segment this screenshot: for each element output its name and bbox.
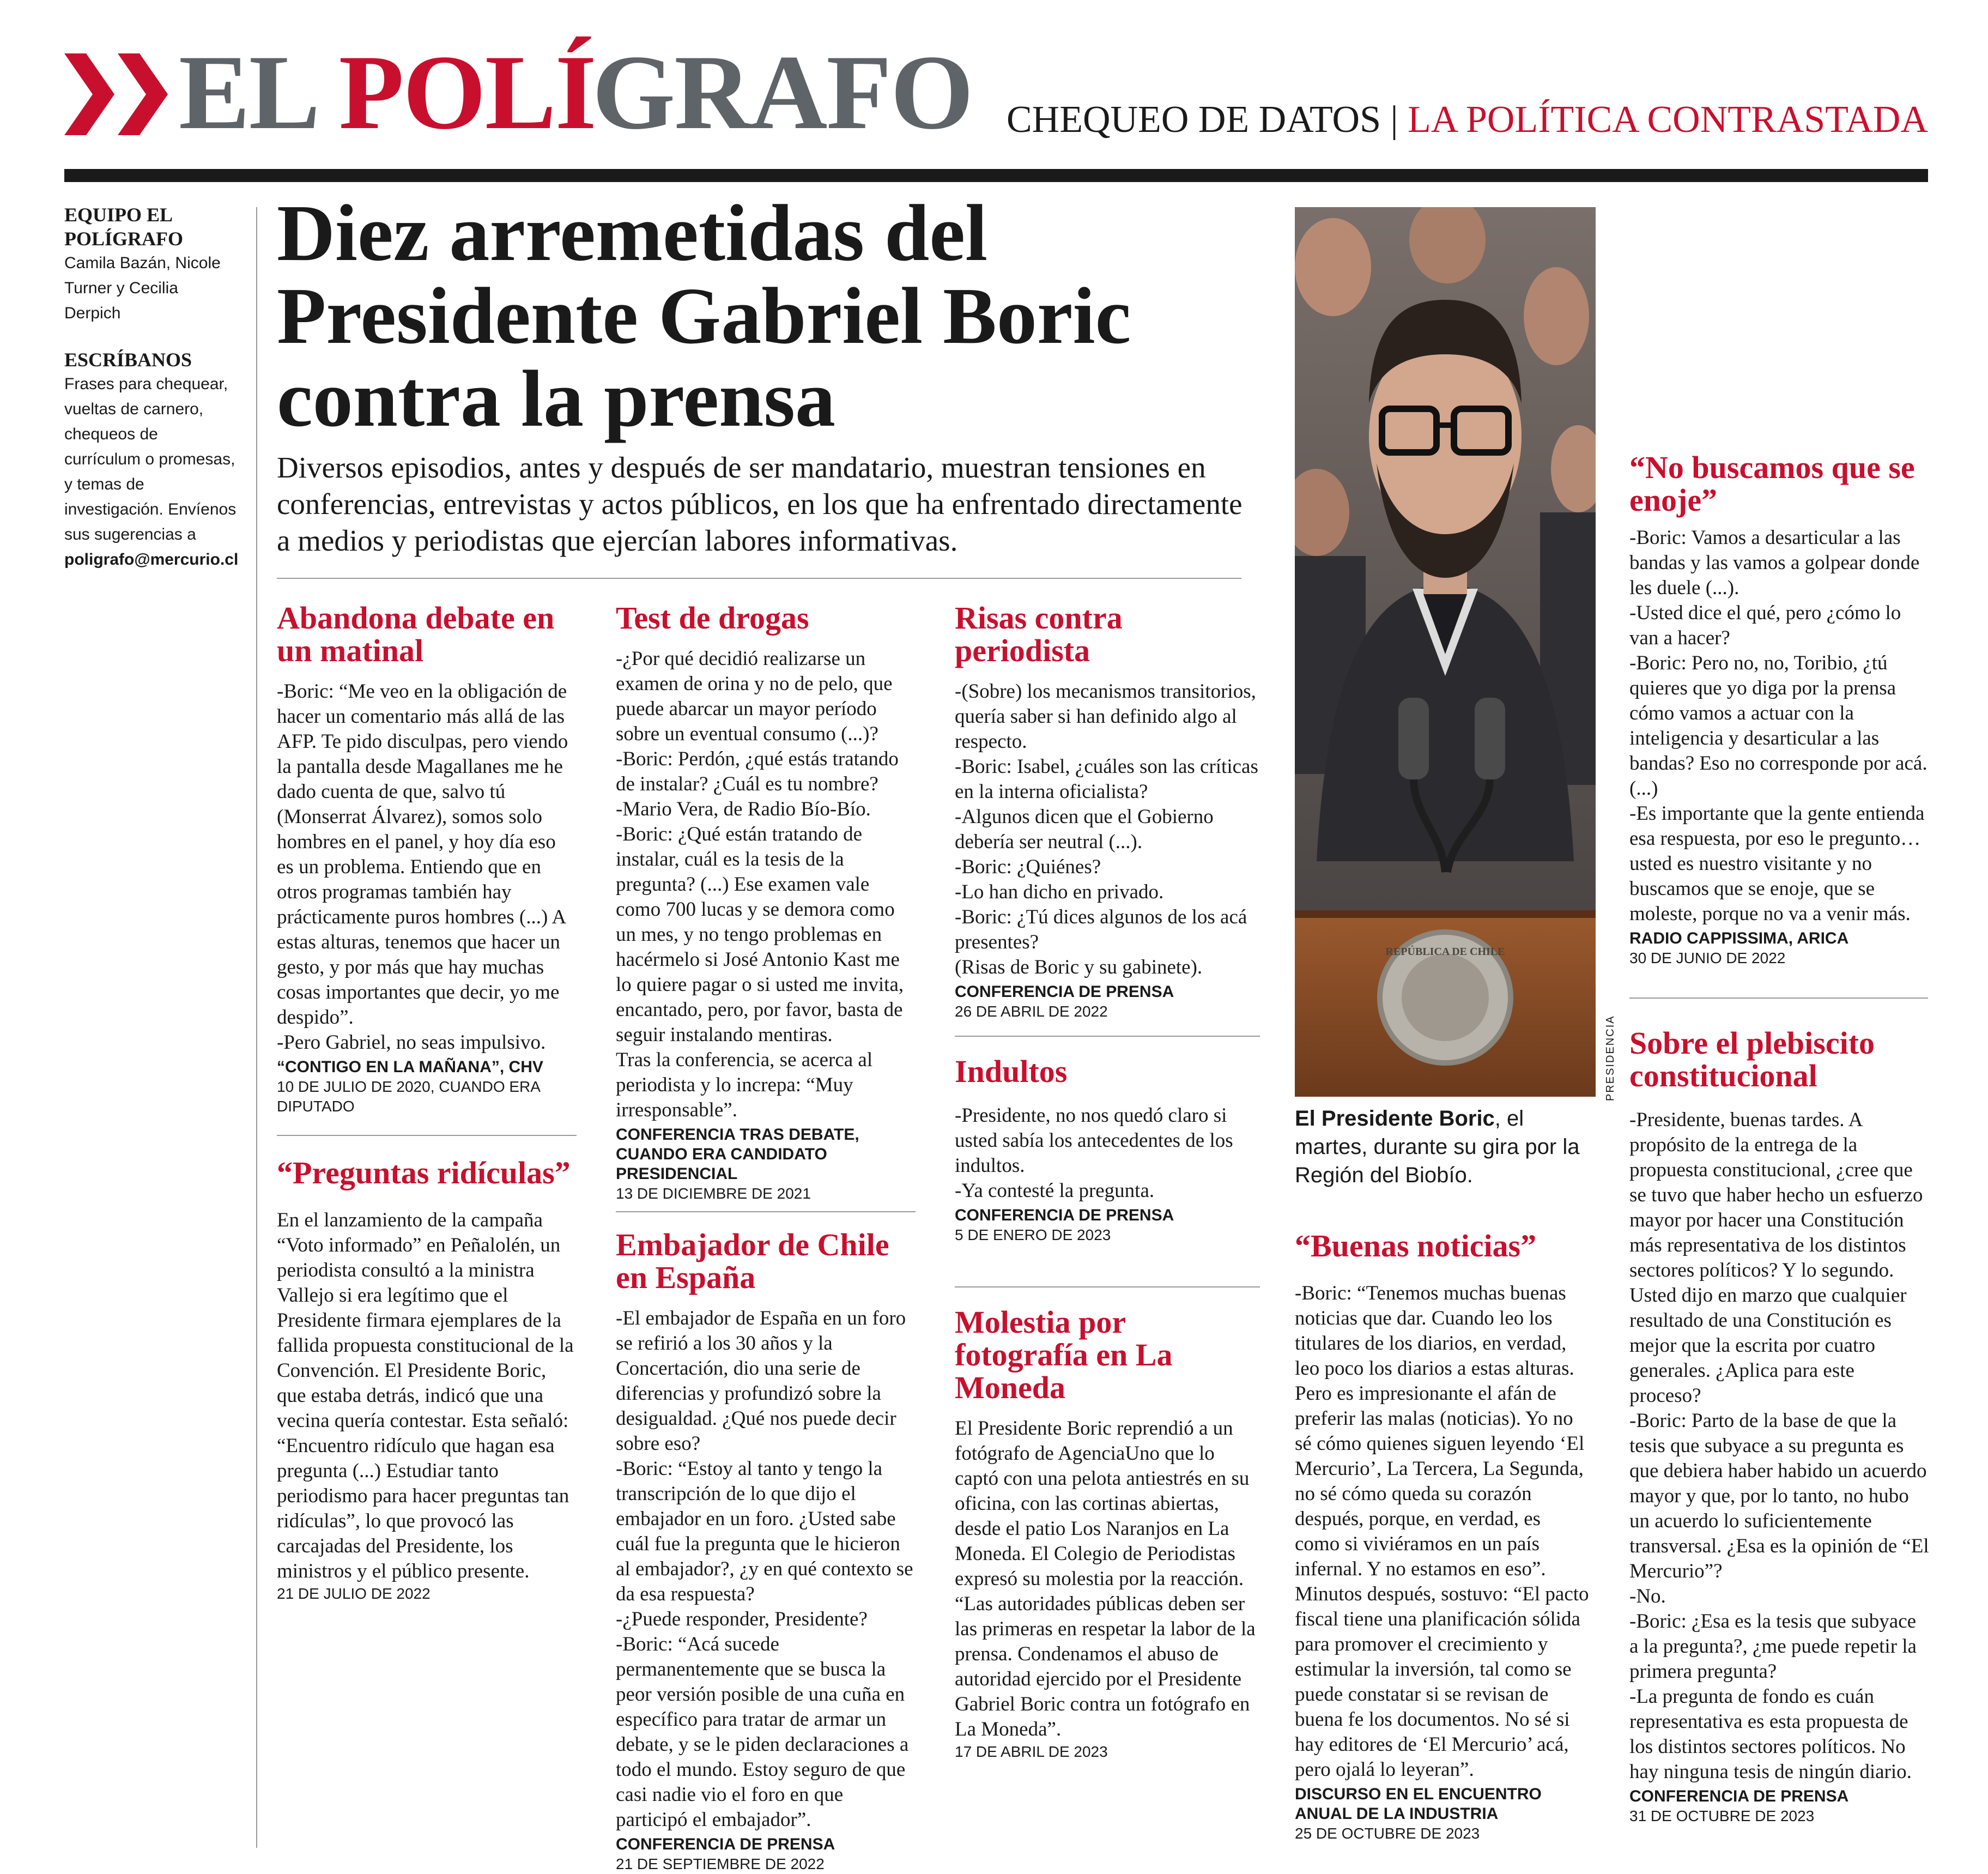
article-title: Molestia por fotografía en La Moneda — [955, 1304, 1173, 1405]
write-text: Frases para chequear, vueltas de carnero, chequeos de currículum o promesas, y temas de investigación. Envíenos sus sugerencias a — [64, 375, 237, 543]
article-indultos — [955, 1055, 1260, 1245]
article-body: -El embajador de España en un foro se refirió a los 30 años y la Concertación, dio una serie de diferencias y profundizó sobre la desigualdad. ¿Qué nos puede decir sobre eso? -Boric: “Estoy al tanto y tengo la transcripción de lo que dijo el embajador en un foro. ¿Usted sabe cuál fue la pregunta que le hicieron al embajador?, ¿y en qué contexto se da esa respuesta? -¿Puede responder, Presidente? -Boric: “Acá sucede permanentemente que se busca la peor versión posible de una cuña en específico para tratar de armar un debate, y se le piden declaraciones a todo el mundo. Estoy seguro de que casi nadie vio el foro en que participó el embajador”. — [616, 1307, 913, 1831]
photo-illustration — [1295, 207, 1596, 1097]
article-source: RADIO CAPPISSIMA, ARICA — [1629, 929, 1849, 947]
article-source: CONFERENCIA TRAS DEBATE, CUANDO ERA CANDIDATO PRESIDENCIAL — [616, 1126, 859, 1183]
article-date: 17 DE ABRIL DE 2023 — [955, 1743, 1108, 1760]
article-title: Abandona debate en un matinal — [277, 600, 555, 668]
article-title: Indultos — [955, 1054, 1068, 1089]
article-date: 13 DE DICIEMBRE DE 2021 — [616, 1185, 811, 1202]
team-title: EQUIPO EL POLÍGRAFO — [64, 204, 184, 250]
article-date: 30 DE JUNIO DE 2022 — [1629, 950, 1786, 966]
article-title: “No buscamos que se enoje” — [1629, 450, 1915, 518]
article-source: DISCURSO EN EL ENCUENTRO ANUAL DE LA INDUSTRIA — [1295, 1785, 1542, 1823]
article-date: 21 DE SEPTIEMBRE DE 2022 — [616, 1855, 825, 1872]
headline-deck: Diversos episodios, antes y después de ser mandatario, muestran tensiones en conferencias, entrevistas y actos públicos, en los que ha enfrentado directamente a medios y periodistas que ejercían labores informativas. — [277, 451, 1242, 557]
article-title: “Buenas noticias” — [1295, 1228, 1537, 1264]
article-body: -Presidente, no nos quedó claro si usted sabía los antecedentes de los indultos. -Ya contesté la pregunta. — [955, 1104, 1233, 1202]
photo-credit: PRESIDENCIA — [1604, 1015, 1616, 1101]
article-title: Sobre el plebiscito constitucional — [1629, 1025, 1875, 1093]
article-title: Risas contra periodista — [955, 600, 1123, 668]
article-plebiscito — [1629, 1027, 1929, 1826]
col2-rule — [616, 1211, 916, 1212]
podium-seal-text: REPÚBLICA DE CHILE — [1385, 946, 1505, 958]
article-no-buscamos — [1629, 451, 1929, 968]
col3-rule-2 — [955, 1286, 1260, 1287]
article-body: El Presidente Boric reprendió a un fotógrafo de AgenciaUno que lo captó con una pelota antiestrés en su oficina, con las cortinas abiertas, desde el patio Los Naranjos en La Moneda. El Colegio de Periodistas expresó su molestia por la reacción. “Las autoridades públicas deben ser las primeras en respetar la labor de la prensa. Condenamos el abuso de autoridad ejercido por el Presidente Gabriel Boric contra un fotógrafo en La Moneda”. — [955, 1417, 1256, 1740]
masthead-logo — [179, 33, 973, 152]
article-source: “CONTIGO EN LA MAÑANA”, CHV — [277, 1058, 543, 1076]
article-test-de-drogas — [616, 602, 916, 1204]
article-date: 25 DE OCTUBRE DE 2023 — [1295, 1825, 1480, 1842]
article-source: CONFERENCIA DE PRENSA — [955, 983, 1174, 1001]
masthead — [64, 33, 1928, 152]
article-abandona-debate — [277, 602, 577, 1116]
article-embajador — [616, 1229, 916, 1874]
article-date: 5 DE ENERO DE 2023 — [955, 1226, 1111, 1243]
write-title: ESCRÍBANOS — [64, 349, 192, 371]
article-body: -Presidente, buenas tardes. A propósito de la entrega de la propuesta constitucional, ¿cree que se tuvo que haber hecho un esfuerzo mayor por hacer una Constitución más representativa de los distintos sectores políticos? Y lo segundo. Usted dijo en marzo que cualquier resultado de una Constitución es mejor que la escrita por cuatro generales. ¿Aplica para este proceso? -Boric: Parto de la base de que la tesis que subyace a su pregunta es que debiera haber habido un acuerdo mayor y que, por lo tanto, no hubo un acuerdo lo suficientemente transversal. ¿Esa es la opinión de “El Mercurio”? -No. -Boric: ¿Esa es la tesis que subyace a la pregunta?, ¿me puede repetir la primera pregunta? -La pregunta de fondo es cuán representativa es esta propuesta de los distintos sectores políticos. No hay ninguna tesis de ningún diario. — [1629, 1109, 1929, 1783]
email-link[interactable]: poligrafo@mercurio.cl — [64, 551, 239, 569]
article-date: 31 DE OCTUBRE DE 2023 — [1629, 1807, 1815, 1824]
boric-photo — [1295, 207, 1596, 1097]
article-date: 26 DE ABRIL DE 2022 — [955, 1003, 1108, 1020]
article-risas — [955, 602, 1260, 1021]
article-source: CONFERENCIA DE PRENSA — [1629, 1787, 1849, 1805]
headline-title: Diez arremetidas del Presidente Gabriel Boric contra la prensa — [277, 189, 1131, 444]
sidebar — [64, 203, 239, 572]
team-names: Camila Bazán, Nicole Turner y Cecilia Derpich — [64, 254, 221, 322]
article-molestia-fotografia — [955, 1306, 1260, 1762]
masthead-rule — [64, 169, 1928, 182]
masthead-tagline — [1007, 98, 1928, 142]
article-title: “Preguntas ridículas” — [277, 1155, 571, 1190]
article-title: Embajador de Chile en España — [616, 1227, 889, 1295]
col1-rule — [277, 1135, 577, 1136]
tagline-right: LA POLÍTICA CONTRASTADA — [1408, 99, 1928, 141]
headline-rule — [277, 578, 1241, 579]
article-preguntas-ridiculas — [277, 1157, 577, 1604]
article-body: En el lanzamiento de la campaña “Voto informado” en Peñalolén, un periodista consultó a la ministra Vallejo si era legítimo que el Presidente firmara ejemplares de la fallida propuesta constitucional de la Convención. El Presidente Boric, que estaba detrás, indicó que una vecina quería contestar. Esta señaló: “Encuentro ridículo que hagan esa pregunta (...) Estudiar tanto periodismo para hacer preguntas tan ridículas”, lo que provocó las carcajadas del Presidente, los ministros y el público presente. — [277, 1209, 574, 1582]
photo-caption — [1295, 1104, 1600, 1189]
sidebar-divider — [256, 207, 257, 1848]
logo-poli: POLÍ — [338, 33, 596, 152]
article-buenas-noticias — [1295, 1230, 1589, 1843]
article-title: Test de drogas — [616, 600, 809, 636]
article-source: CONFERENCIA DE PRENSA — [616, 1835, 835, 1853]
chevron-right-icon — [64, 53, 173, 135]
tagline-left: CHEQUEO DE DATOS | — [1006, 99, 1398, 141]
logo-grafo: GRAFO — [592, 33, 973, 152]
caption-bold: El Presidente Boric — [1295, 1107, 1495, 1131]
article-body: -¿Por qué decidió realizarse un examen de orina y no de pelo, que puede abarcar un mayor período sobre un eventual consumo (...)? -Boric: Perdón, ¿qué estás tratando de instalar? ¿Cuál es tu nombre? -Mario Vera, de Radio Bío-Bío. -Boric: ¿Qué están tratando de instalar, cuál es la tesis de la pregunta? (...) Ese examen vale como 700 lucas y se demora como un mes, y no tengo problemas en hacérmelo si José Antonio Kast me lo quiere pagar o si usted me invita, encantado, pero, por favor, basta de seguir instalando mentiras. Tras la conferencia, se acerca al periodista y lo increpa: “Muy irresponsable”. — [616, 648, 904, 1121]
logo-el: EL — [179, 33, 313, 152]
article-body: -Boric: “Tenemos muchas buenas noticias que dar. Cuando leo los titulares de los diarios, en verdad, leo poco los diarios a estas alturas. Pero es impresionante el afán de preferir las malas (noticias). Yo no sé cómo quienes siguen leyendo ‘El Mercurio’, La Tercera, La Segunda, no sé cómo queda su corazón después, porque, en verdad, es como si viviéramos en un país infernal. Y no estamos en eso”. Minutos después, sostuvo: “El pacto fiscal tiene una planificación sólida para promover el crecimiento y estimular la inversión, tal como se puede constatar si se revisan de buena fe los documentos. No sé si hay editores de ‘El Mercurio’ acá, pero ojalá lo leyeran”. — [1295, 1282, 1589, 1781]
col5-rule — [1629, 998, 1928, 999]
col3-rule-1 — [955, 1036, 1260, 1037]
caption-rest: , el martes, durante su gira por la Región del Biobío. — [1295, 1107, 1580, 1187]
article-body: -Boric: Vamos a desarticular a las bandas y las vamos a golpear donde les duele (...). -Usted dice el qué, pero ¿cómo lo van a hacer? -Boric: Pero no, no, Toribio, ¿tú quieres que yo diga por la prensa cómo vamos a actuar con la inteligencia y desarticular a las bandas? Eso no corresponde por acá. (...) -Es importante que la gente entienda esa respuesta, por eso le pregunto… usted es nuestro visitante y no buscamos que se enoje, que se moleste, porque no va a venir más. — [1629, 527, 1928, 925]
article-date: 10 DE JULIO DE 2020, CUANDO ERA DIPUTADO — [277, 1078, 540, 1115]
article-date: 21 DE JULIO DE 2022 — [277, 1585, 431, 1602]
article-body: -(Sobre) los mecanismos transitorios, quería saber si han definido algo al respecto. -Boric: Isabel, ¿cuáles son las críticas en la interna oficialista? -Algunos dicen que el Gobierno debería ser neutral (...). -Boric: ¿Quiénes? -Lo han dicho en privado. -Boric: ¿Tú dices algunos de los acá presentes? (Risas de Boric y su gabinete). — [955, 680, 1258, 978]
article-body: -Boric: “Me veo en la obligación de hacer un comentario más allá de las AFP. Te pido disculpas, pero viendo la pantalla desde Magallanes me he dado cuenta de que, salvo tú (Monserrat Álvarez), somos solo hombres en el panel, y hoy día eso es un problema. Entiendo que en otros programas también hay prácticamente puros hombres (...) A estas alturas, tenemos que hacer un gesto, y por más que hay muchas cosas importantes que decir, yo me despido”. -Pero Gabriel, no seas impulsivo. — [277, 680, 568, 1054]
article-source: CONFERENCIA DE PRENSA — [955, 1206, 1174, 1224]
